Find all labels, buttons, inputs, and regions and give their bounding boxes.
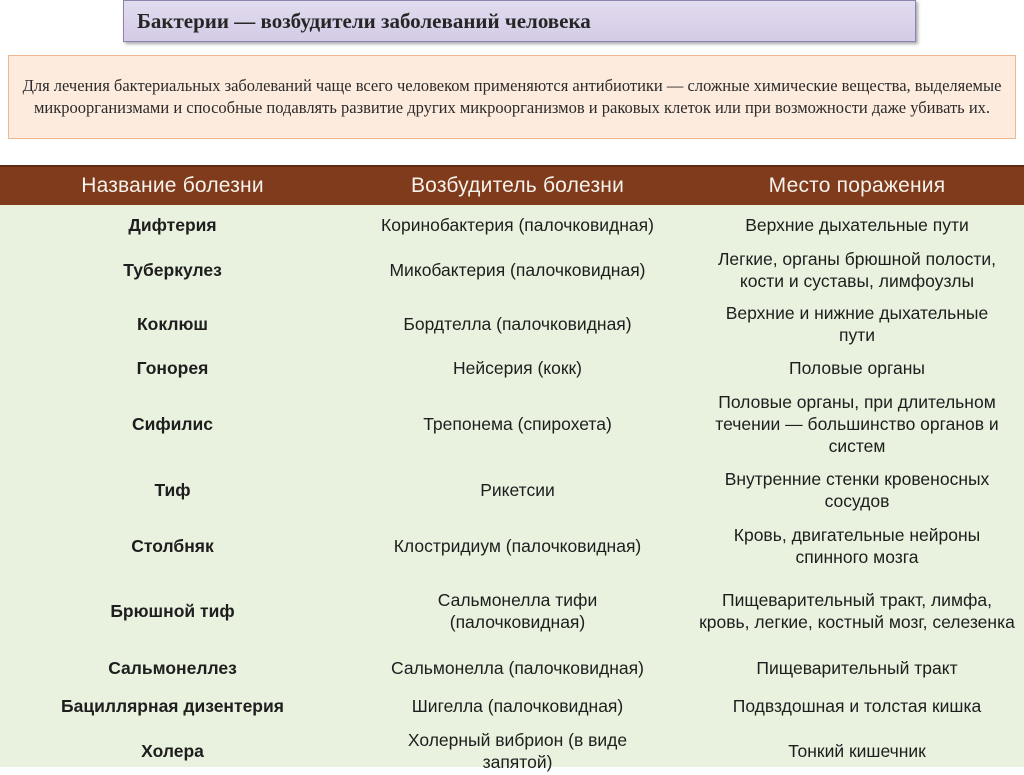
note-box bbox=[8, 55, 1016, 139]
table-row bbox=[0, 518, 1024, 573]
disease-cell: Гонорея bbox=[136, 357, 209, 378]
agent-cell: Рикетсии bbox=[480, 480, 555, 500]
site-cell: Внутренние стенки кровеносных сосудов bbox=[724, 469, 990, 511]
disease-cell: Бациллярная дизентерия bbox=[61, 696, 284, 716]
site-cell: Тонкий кишечник bbox=[788, 741, 926, 761]
table-row bbox=[0, 385, 1024, 462]
slide-title-box bbox=[123, 0, 916, 42]
disease-cell: Сальмонеллез bbox=[108, 658, 237, 678]
table-row bbox=[0, 573, 1024, 649]
agent-cell: Нейсерия (кокк) bbox=[452, 357, 583, 378]
agent-cell: Холерный вибрион (в виде запятой) bbox=[407, 730, 628, 772]
site-cell: Верхние дыхательные пути bbox=[745, 214, 969, 235]
disease-cell: Брюшной тиф bbox=[110, 601, 235, 621]
note-text: Для лечения бактериальных заболеваний чаще всего человеком применяются антибиотики — сложные химические вещества, выделяемые микроорганизмами и способные подавлять развитие других микроорганизмов и раковых клеток или при возможности даже убивать их. bbox=[22, 76, 1002, 117]
disease-cell: Туберкулез bbox=[123, 259, 222, 280]
agent-cell: Клостридиум (палочковидная) bbox=[393, 535, 642, 556]
disease-cell: Дифтерия bbox=[128, 214, 217, 235]
agent-cell: Сальмонелла тифи (палочковидная) bbox=[437, 590, 598, 632]
table-row bbox=[0, 242, 1024, 297]
table-row bbox=[0, 687, 1024, 725]
site-cell: Половые органы bbox=[789, 357, 925, 378]
disease-cell: Столбняк bbox=[131, 535, 214, 556]
table-row bbox=[0, 350, 1024, 385]
table-header bbox=[0, 165, 1024, 205]
agent-cell: Микобактерия (палочковидная) bbox=[389, 259, 646, 280]
site-cell: Легкие, органы брюшной полости, кости и суставы, лимфоузлы bbox=[717, 248, 997, 291]
site-cell: Половые органы, при длительном течении — большинство органов и систем bbox=[715, 391, 999, 456]
table-row bbox=[0, 649, 1024, 687]
table-row bbox=[0, 297, 1024, 350]
disease-cell: Холера bbox=[141, 741, 204, 761]
table-row bbox=[0, 727, 1024, 775]
site-cell: Подвздошная и толстая кишка bbox=[732, 696, 982, 716]
site-cell: Пищеварительный тракт, лимфа, кровь, легкие, костный мозг, селезенка bbox=[699, 590, 1015, 632]
header-disease: Название болезни bbox=[81, 174, 264, 197]
table-row bbox=[0, 462, 1024, 518]
site-cell: Верхние и нижние дыхательные пути bbox=[725, 302, 989, 345]
agent-cell: Бордтелла (палочковидная) bbox=[403, 313, 632, 334]
agent-cell: Трепонема (спирохета) bbox=[423, 413, 612, 434]
table-row bbox=[0, 207, 1024, 242]
agent-cell: Сальмонелла (палочковидная) bbox=[391, 658, 644, 678]
agent-cell: Шигелла (палочковидная) bbox=[411, 696, 624, 716]
site-cell: Кровь, двигательные нейроны спинного мозга bbox=[733, 524, 981, 567]
site-cell: Пищеварительный тракт bbox=[756, 658, 958, 678]
header-site: Место поражения bbox=[768, 174, 946, 197]
bacteria-table bbox=[0, 165, 1024, 772]
disease-cell: Тиф bbox=[154, 480, 191, 500]
header-agent: Возбудитель болезни bbox=[410, 174, 625, 197]
disease-cell: Коклюш bbox=[137, 313, 208, 334]
disease-cell: Сифилис bbox=[131, 413, 214, 434]
slide-title: Бактерии — возбудители заболеваний человека bbox=[137, 8, 591, 33]
agent-cell: Коринобактерия (палочковидная) bbox=[381, 214, 654, 235]
